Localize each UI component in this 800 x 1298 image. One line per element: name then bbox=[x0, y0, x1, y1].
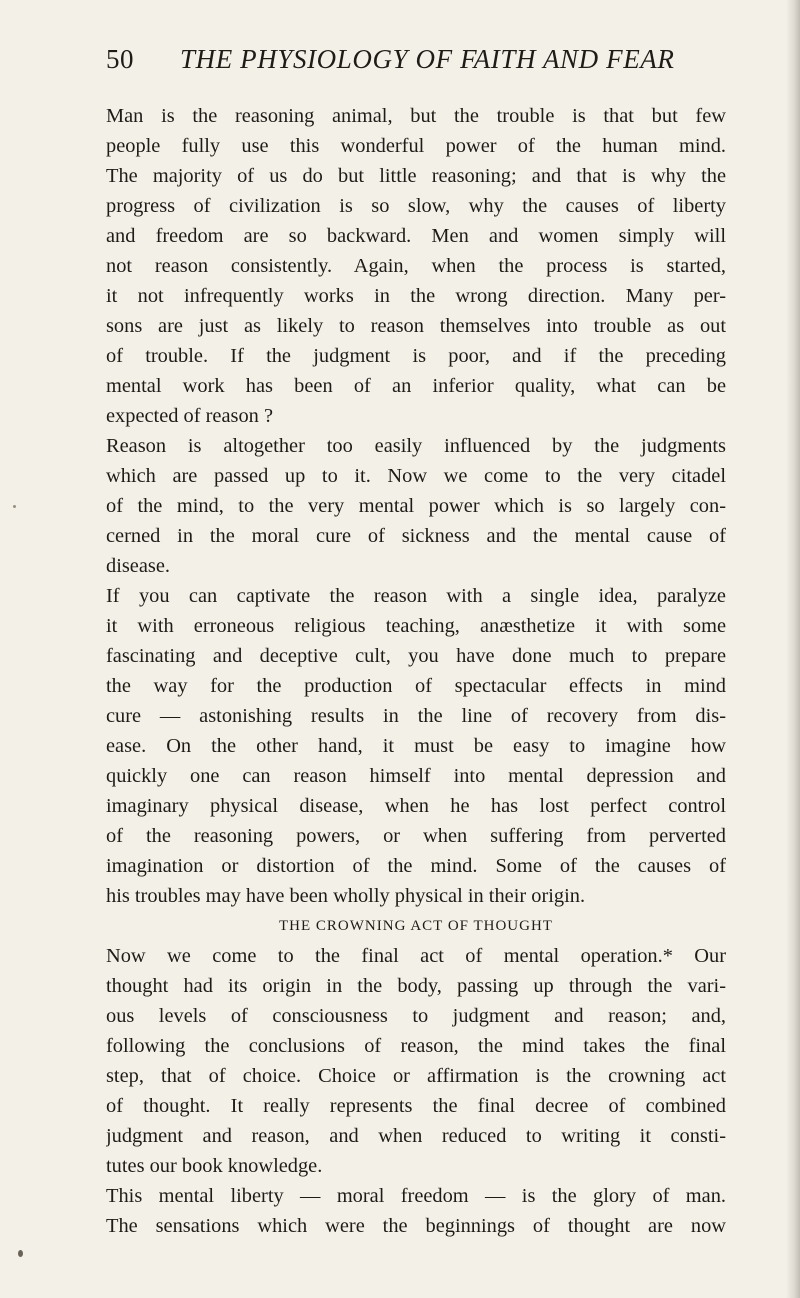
paper-speck bbox=[13, 505, 16, 508]
text-line: quickly one can reason himself into mental depression and bbox=[106, 765, 726, 787]
text-line: The majority of us do but little reasoning; and that is why the bbox=[106, 165, 726, 187]
text-line: ease. On the other hand, it must be easy to imagine how bbox=[106, 735, 726, 757]
text-line: following the conclusions of reason, the mind takes the final bbox=[106, 1035, 726, 1057]
section-heading: THE CROWNING ACT OF THOUGHT bbox=[279, 918, 553, 934]
text-line: the way for the production of spectacular effects in mind bbox=[106, 675, 726, 697]
text-line: imaginary physical disease, when he has lost perfect control bbox=[106, 795, 726, 817]
text-line: Now we come to the final act of mental operation.* Our bbox=[106, 945, 726, 967]
page-number: 50 bbox=[106, 44, 134, 74]
text-line: of the mind, to the very mental power which is so largely con- bbox=[106, 495, 726, 517]
body-text bbox=[106, 101, 726, 1241]
text-line: it not infrequently works in the wrong direction. Many per- bbox=[106, 285, 726, 307]
text-line: progress of civilization is so slow, why the causes of liberty bbox=[106, 195, 726, 217]
text-line: Reason is altogether too easily influenced by the judgments bbox=[106, 435, 726, 457]
text-line: ous levels of consciousness to judgment and reason; and, bbox=[106, 1005, 726, 1027]
text-line: his troubles may have been wholly physical in their origin. bbox=[106, 885, 586, 907]
page-edge-shadow bbox=[786, 0, 800, 1298]
text-line: cerned in the moral cure of sickness and the mental cause of bbox=[106, 525, 726, 547]
text-line: and freedom are so backward. Men and women simply will bbox=[106, 225, 726, 247]
text-line: If you can captivate the reason with a single idea, paralyze bbox=[106, 585, 726, 607]
text-line: thought had its origin in the body, passing up through the vari- bbox=[106, 975, 726, 997]
text-line: disease. bbox=[106, 555, 170, 577]
paper-speck bbox=[18, 1250, 23, 1257]
text-line: tutes our book knowledge. bbox=[106, 1155, 323, 1177]
text-line: The sensations which were the beginnings of thought are now bbox=[106, 1215, 726, 1237]
text-line: of thought. It really represents the final decree of combined bbox=[106, 1095, 726, 1117]
text-line: people fully use this wonderful power of the human mind. bbox=[106, 135, 726, 157]
text-line: Man is the reasoning animal, but the trouble is that but few bbox=[106, 105, 726, 127]
text-line: it with erroneous religious teaching, anæsthetize it with some bbox=[106, 615, 726, 637]
text-line: sons are just as likely to reason themselves into trouble as out bbox=[106, 315, 726, 337]
text-line: This mental liberty — moral freedom — is the glory of man. bbox=[106, 1185, 726, 1207]
text-line: imagination or distortion of the mind. Some of the causes of bbox=[106, 855, 726, 877]
text-line: expected of reason ? bbox=[106, 405, 273, 427]
text-line: cure — astonishing results in the line of recovery from dis- bbox=[106, 705, 726, 727]
running-head: THE PHYSIOLOGY OF FAITH AND FEAR bbox=[180, 44, 675, 74]
text-line: step, that of choice. Choice or affirmation is the crowning act bbox=[106, 1065, 726, 1087]
text-line: of trouble. If the judgment is poor, and if the preceding bbox=[106, 345, 726, 367]
text-line: which are passed up to it. Now we come to the very citadel bbox=[106, 465, 726, 487]
text-line: of the reasoning powers, or when suffering from perverted bbox=[106, 825, 726, 847]
text-line: mental work has been of an inferior quality, what can be bbox=[106, 375, 726, 397]
text-line: fascinating and deceptive cult, you have done much to prepare bbox=[106, 645, 726, 667]
page-header bbox=[106, 44, 726, 84]
text-line: not reason consistently. Again, when the process is started, bbox=[106, 255, 726, 277]
text-line: judgment and reason, and when reduced to writing it consti- bbox=[106, 1125, 726, 1147]
